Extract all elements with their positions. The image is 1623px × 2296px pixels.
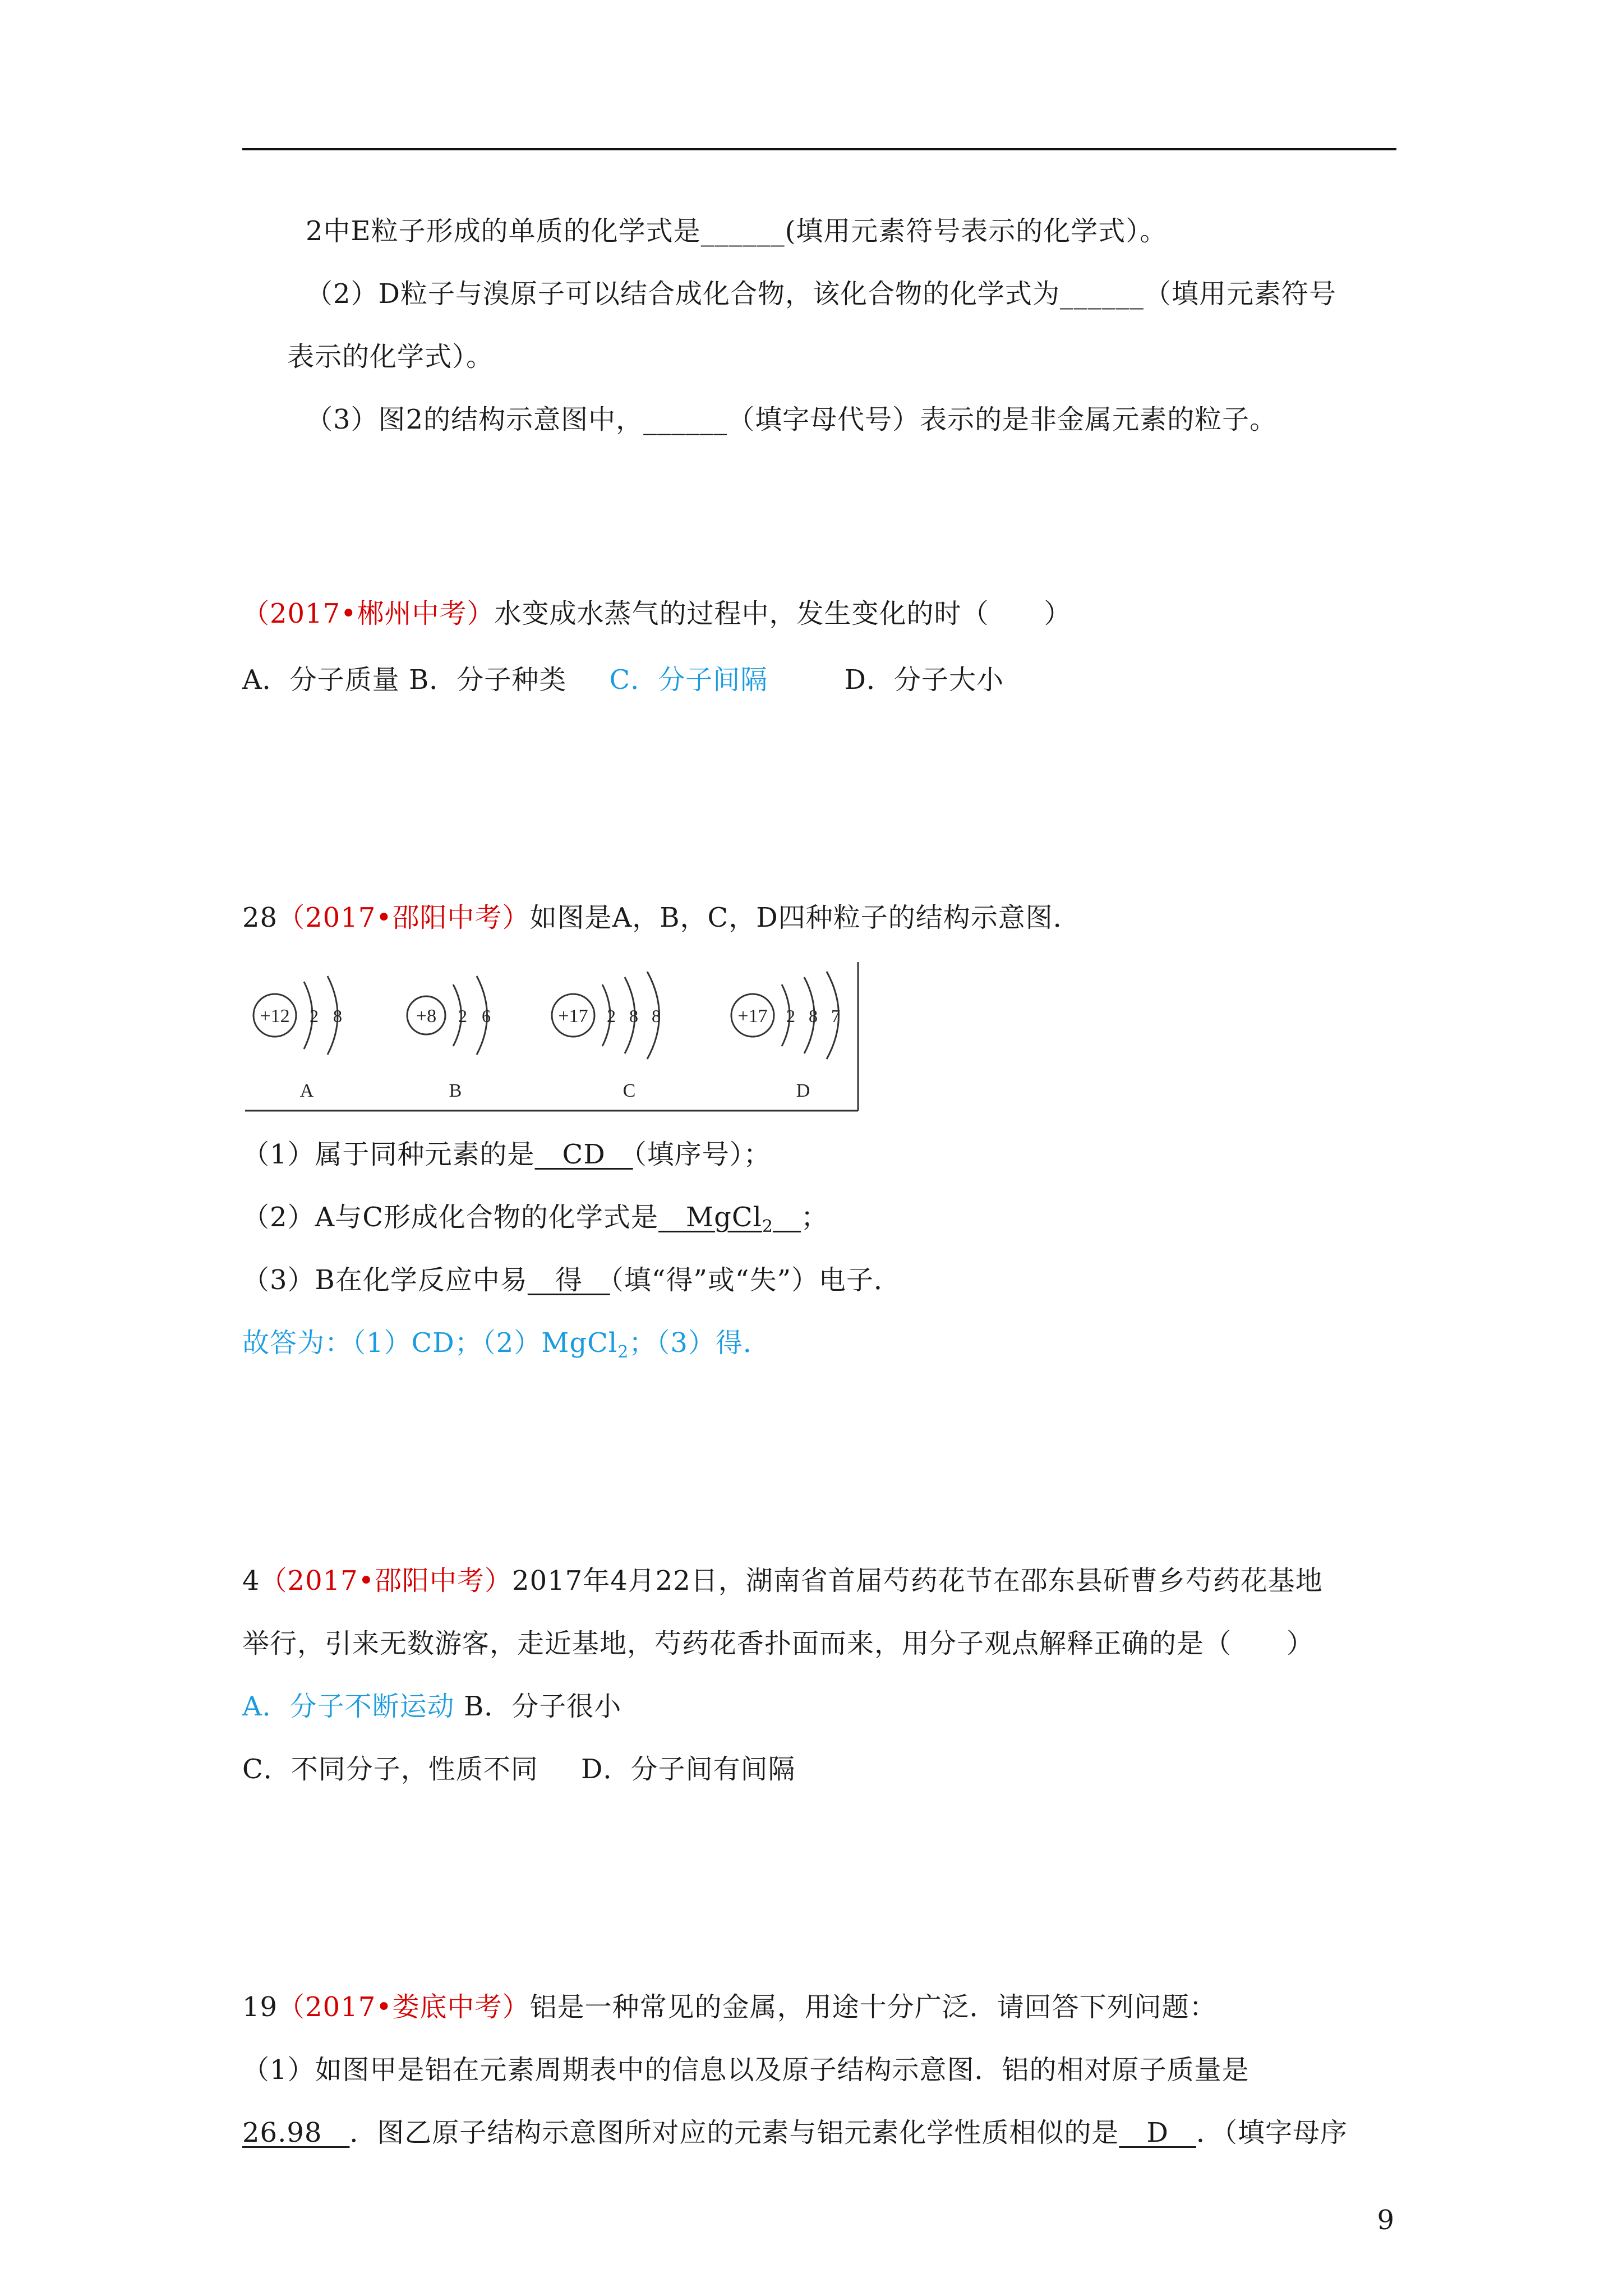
question-number: 19 <box>242 1991 278 2023</box>
subscript: 2 <box>617 1342 629 1362</box>
part-text: （1）属于同种元素的是 <box>242 1139 535 1170</box>
answer-blank: 得 <box>527 1264 610 1296</box>
atom-diagram-b <box>407 976 491 1101</box>
options-chenzhou <box>242 663 1004 697</box>
atom-diagram-d <box>731 972 840 1101</box>
part-text: ．图乙原子结构示意图所对应的元素与铝元素化学性质相似的是 <box>349 2117 1119 2148</box>
nucleus-charge: +12 <box>260 1006 290 1027</box>
question-number: 4 <box>242 1565 260 1596</box>
options-q4-row1 <box>242 1690 621 1723</box>
text-line: 2中E粒子形成的单质的化学式是______(填用元素符号表示的化学式）。 <box>306 215 1168 247</box>
question-4-line-2: 举行，引来无数游客，走近基地，芍药花香扑面而来，用分子观点解释正确的是（ ） <box>242 1628 1315 1659</box>
shell-count: 8 <box>629 1006 638 1026</box>
question-stem: 2017年4月22日，湖南省首届芍药花节在邵东县斫曹乡芍药花基地 <box>512 1565 1323 1596</box>
header-rule <box>242 148 1396 150</box>
atom-diagram-c <box>552 972 661 1101</box>
question-28-part-3 <box>242 1263 901 1297</box>
diagram-label: C <box>623 1080 636 1101</box>
subscript: 2 <box>762 1217 773 1236</box>
shell-count: 2 <box>786 1006 795 1026</box>
question-28 <box>242 901 1081 935</box>
answer-formula: MgCl <box>658 1202 762 1233</box>
diagram-label: A <box>299 1080 314 1101</box>
shell-count: 2 <box>607 1006 616 1026</box>
question-19 <box>242 1990 1217 2024</box>
answer-text: ；（3）得． <box>629 1327 771 1359</box>
question-source: （2017•邵阳中考） <box>278 902 530 933</box>
part-text: （3）B在化学反应中易 <box>242 1264 528 1296</box>
shell-count: 8 <box>333 1006 342 1026</box>
question-28-part-2 <box>242 1200 828 1244</box>
part-text: （填“得”或“失”）电子． <box>610 1264 902 1296</box>
diagram-label: B <box>449 1080 462 1101</box>
answer-text: 故答为：（1）CD；（2）MgCl <box>242 1327 618 1359</box>
atom-diagram-a <box>253 976 342 1101</box>
text-line: （2）D粒子与溴原子可以结合成化合物，该化合物的化学式为______（填用元素符号 <box>306 278 1337 310</box>
question-number: 28 <box>242 902 278 933</box>
answer-blank: 26.98 <box>242 2117 350 2148</box>
option-d: D．分子大小 <box>844 664 1004 696</box>
shell-count: 8 <box>652 1006 661 1026</box>
part-text: （2）A与C形成化合物的化学式是 <box>242 1202 658 1233</box>
text-line: （3）图2的结构示意图中，______（填字母代号）表示的是非金属元素的粒子。 <box>306 404 1278 435</box>
shell-count: 2 <box>310 1006 319 1026</box>
nucleus-charge: +17 <box>558 1006 588 1027</box>
shell-count: 8 <box>809 1006 818 1026</box>
question-source: （2017•娄底中考） <box>278 1991 530 2023</box>
question-source: （2017•邵阳中考） <box>260 1565 513 1596</box>
question-19-part-1-cont <box>242 2116 1348 2150</box>
option-c-correct: C．分子间隔 <box>609 664 768 696</box>
option-c: C．不同分子，性质不同 <box>242 1754 538 1785</box>
question-stem: 铝是一种常见的金属，用途十分广泛．请回答下列问题： <box>529 1991 1217 2023</box>
question-stem: 水变成水蒸气的过程中，发生变化的时（ ） <box>494 598 1072 629</box>
options-q4-row2 <box>242 1752 796 1786</box>
question-28-part-1 <box>242 1138 771 1171</box>
question-4 <box>242 1564 1323 1598</box>
option-d: D．分子间有间隔 <box>581 1754 796 1785</box>
part-text: ．（填字母序 <box>1196 2117 1348 2148</box>
part-text: ； <box>801 1202 829 1233</box>
answer-blank: D <box>1119 2117 1196 2148</box>
option-a-correct: A．分子不断运动 <box>242 1691 455 1722</box>
answer-blank: CD <box>534 1139 633 1170</box>
question-19-part-1: （1）如图甲是铝在元素周期表中的信息以及原子结构示意图．铝的相对原子质量是 <box>242 2054 1249 2086</box>
diagram-label: D <box>796 1080 810 1101</box>
question-source: （2017•郴州中考） <box>242 598 495 629</box>
nucleus-charge: +17 <box>737 1006 768 1027</box>
nucleus-charge: +8 <box>416 1006 437 1027</box>
shell-count: 7 <box>831 1006 840 1026</box>
option-b: B．分子种类 <box>408 664 567 696</box>
option-a: A．分子质量 <box>242 664 400 696</box>
answer-summary <box>242 1326 771 1369</box>
option-b: B．分子很小 <box>463 1691 622 1722</box>
text-line: 表示的化学式）。 <box>287 341 494 372</box>
page-number: 9 <box>1377 2205 1394 2236</box>
part-text: （填序号）； <box>633 1139 771 1170</box>
shell-count: 2 <box>458 1006 467 1026</box>
shell-count: 6 <box>482 1006 491 1026</box>
atomic-structure-figure <box>242 959 859 1114</box>
answer-blank <box>658 1202 801 1236</box>
question-stem: 如图是A，B，C，D四种粒子的结构示意图． <box>529 902 1081 933</box>
question-chenzhou <box>242 597 1072 631</box>
